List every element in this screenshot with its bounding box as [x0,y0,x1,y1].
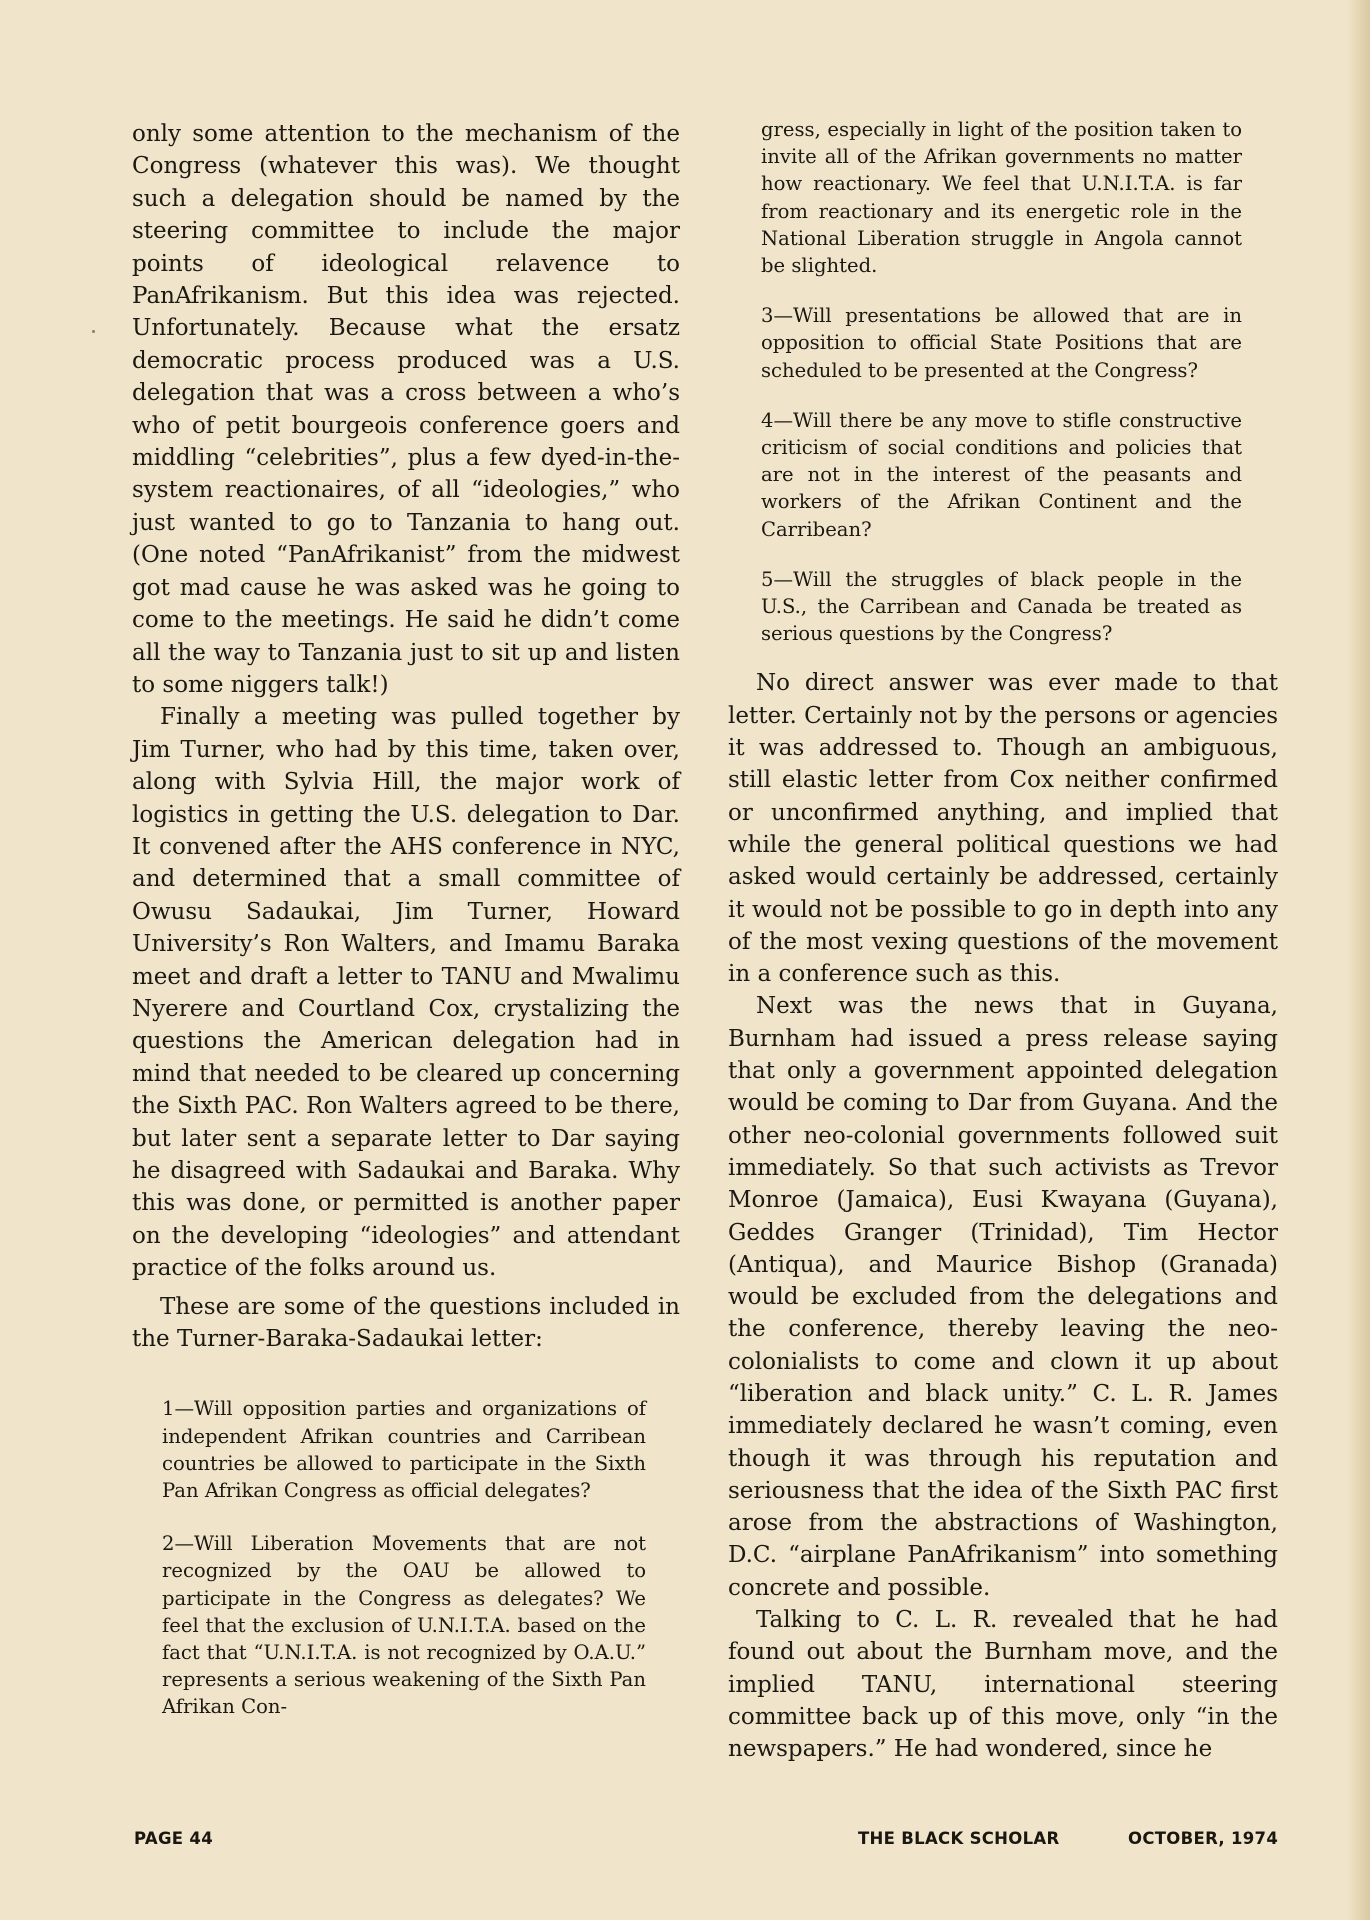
question-1: 1—Will opposition parties and organizations of independent Afrikan countries and Carribean countries be allowed to participate in the Sixth Pan Afrikan Congress as official delegates? [162,1397,646,1503]
question-2-continued: gress, especially in light of the position taken to invite all of the Afrikan governments no matter how reactionary. We feel that U.N.I.T.A. is far from reactionary and its energetic role in the National Liberation struggle in Angola cannot be slighted. [761,118,1242,278]
left-paragraph-2: Finally a meeting was pulled together by Jim Turner, who had by this time, taken over, along with Sylvia Hill, the major work of logistics in getting the U.S. delegation to Dar. It convened after the AHS conference in NYC, and determined that a small committee of Owusu Sadaukai, Jim Turner, Howard University’s Ron Walters, and Imamu Baraka meet and draft a letter to TANU and Mwalimu Nyerere and Courtland Cox, crystalizing the questions the American delegation had in mind that needed to be cleared up concerning the Sixth PAC. Ron Walters agreed to be there, but later sent a separate letter to Dar saying he disagreed with Sadaukai and Baraka. Why this was done, or permitted is another paper on the developing “ideologies” and attendant practice of the folks around us. [132,704,680,1282]
left-paragraph-1: only some attention to the mechanism of the Congress (whatever this was). We thought such a delegation should be named by the steering committee to include the major points of ideological relavence to PanAfrikanism. But this idea was rejected. Unfortunately. Because what the ersatz democratic process produced was a U.S. delegation that was a cross between a who’s who of petit bourgeois conference goers and middling “celebrities”, plus a few dyed-in-the-system reactionaires, of all “ideologies,” who just wanted to go to Tanzania to hang out. (One noted “PanAfrikanist” from the midwest got mad cause he was asked was he going to come to the meetings. He said he didn’t come all the way to Tanzania just to sit up and listen to some niggers talk!) [132,121,680,698]
left-paragraph-3: These are some of the questions included in the Turner-Baraka-Sadaukai letter: [132,1293,680,1353]
page-number: PAGE 44 [134,1829,213,1848]
question-5: 5—Will the struggles of black people in the U.S., the Carribean and Canada be treated as serious questions by the Congress? [761,567,1242,646]
question-4: 4—Will there be any move to stifle constructive criticism of social conditions and policies that are not in the interest of the peasants and workers of the Afrikan Continent and the Carribean? [761,408,1242,541]
issue-date: OCTOBER, 1974 [1128,1829,1279,1848]
right-column [728,118,1278,1766]
right-paragraph-2: Next was the news that in Guyana, Burnham had issued a press release saying that only a government appointed delegation would be coming to Dar from Guyana. And the other neo-colonial governments followed suit immediately. So that such activists as Trevor Monroe (Jamaica), Eusi Kwayana (Guyana), Geddes Granger (Trinidad), Tim Hector (Antiqua), and Maurice Bishop (Granada) would be excluded from the delegations and the conference, thereby leaving the neo-colonialists to come and clown it up about “liberation and black unity.” C. L. R. James immediately declared he wasn’t coming, even though it was through his reputation and seriousness that the idea of the Sixth PAC first arose from the abstractions of Washington, D.C. “airplane PanAfrikanism” into something concrete and possible. [728,993,1278,1601]
right-paragraph-3: Talking to C. L. R. revealed that he had found out about the Burnham move, and the implied TANU, international steering committee back up of this move, only “in the newspapers.” He had wondered, since he [728,1607,1278,1763]
publication-name: THE BLACK SCHOLAR [858,1829,1060,1848]
right-paragraph-1: No direct answer was ever made to that letter. Certainly not by the persons or agencies it was addressed to. Though an ambiguous, still elastic letter from Cox neither confirmed or unconfirmed anything, and implied that while the general political questions we had asked would certainly be addressed, certainly it would not be possible to go in depth into any of the most vexing questions of the movement in a conference such as this. [728,670,1278,988]
page-edge-shadow [1348,0,1370,1920]
stray-mark [92,330,95,333]
question-3: 3—Will presentations be allowed that are in opposition to official State Positions that are scheduled to be presented at the Congress? [761,304,1242,382]
left-column [132,118,680,1721]
question-2: 2—Will Liberation Movements that are not recognized by the OAU be allowed to participate in the Congress as delegates? We feel that the exclusion of U.N.I.T.A. based on the fact that “U.N.I.T.A. is not recognized by O.A.U.” represents a serious weakening of the Sixth Pan Afrikan Con- [162,1532,646,1719]
